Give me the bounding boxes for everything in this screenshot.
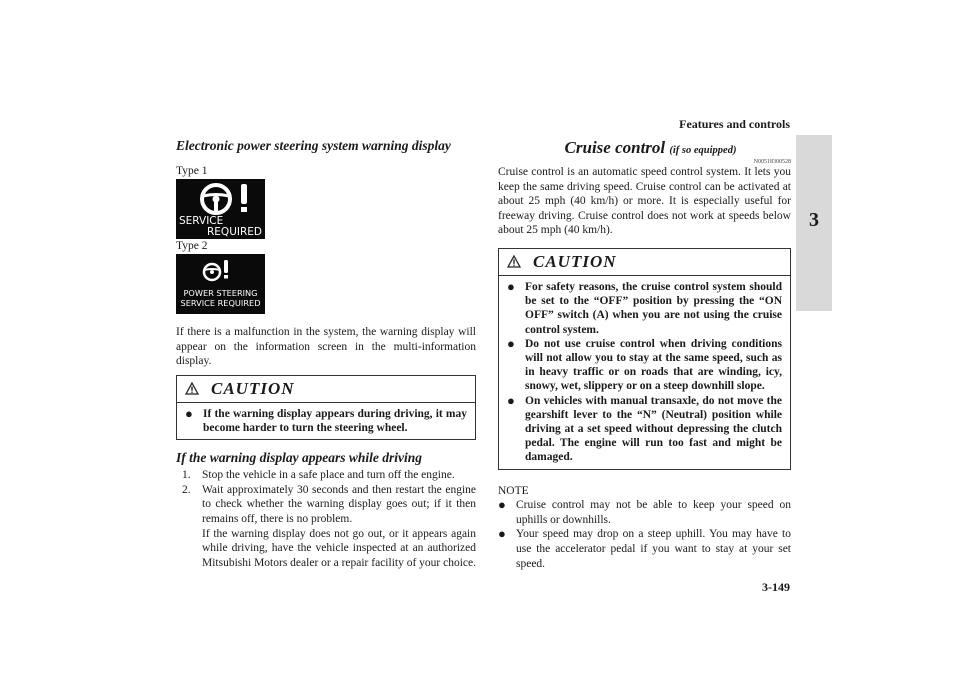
caution-body [499, 276, 790, 469]
step-item: 1. Stop the vehicle in a safe place and turn off the engine. [182, 469, 455, 482]
bullet-icon: ● [185, 405, 193, 421]
type1-text-service: SERVICE [179, 215, 224, 227]
left-column [176, 138, 476, 570]
caution-item: ● If the warning display appears during driving, it may become harder to turn the steering wheel. [185, 405, 467, 434]
malfunction-paragraph: If there is a malfunction in the system, the warning display will appear on the information screen in the multi-information display. [176, 326, 476, 368]
chapter-tab [796, 135, 832, 311]
cruise-intro-paragraph: Cruise control is an automatic speed control system. It lets you keep the same driving speed. Cruise control can be activated at about 25 mph (40 km/h) or more. It is especially useful for freeway driving. Cruise control does not work at speeds below about 25 mph (40 km/h). [498, 166, 791, 237]
caution-box [176, 375, 476, 440]
caution-body [177, 403, 475, 439]
type2-text-line2: SERVICE REQUIRED [180, 298, 261, 308]
caution-title: CAUTION [211, 378, 295, 398]
type2-label: Type 2 [176, 240, 208, 252]
type1-label: Type 1 [176, 165, 208, 177]
section-heading: Electronic power steering system warning display [176, 138, 451, 153]
caution-item: ● For safety reasons, the cruise control system should be set to the “OFF” position by pressing the “ON OFF” switch (A) when you are not using the cruise control system. [507, 278, 782, 336]
bullet-icon: ● [507, 278, 515, 294]
caution-box [498, 248, 791, 470]
bullet-icon: ● [498, 526, 506, 542]
caution-item: ● Do not use cruise control when driving conditions will not allow you to stay at the same speed, such as in heavy traffic or on roads that are winding, icy, snowy, wet, slippery or on a steep downhill slope. [507, 335, 782, 393]
caution-header [499, 249, 790, 276]
bullet-icon: ● [507, 335, 515, 351]
warning-triangle-icon [185, 382, 199, 395]
chapter-number: 3 [809, 209, 819, 231]
document-code: N00518300528 [753, 159, 791, 165]
type2-warning-screen [176, 254, 265, 314]
cruise-control-title: Cruise control (if so equipped) [564, 138, 737, 157]
type1-text-required: REQUIRED [207, 226, 262, 238]
caution-item: ● On vehicles with manual transaxle, do not move the gearshift lever to the “N” (Neutral) position while driving at a set speed without depressing the clutch pedal. The engine will run too fast and might be damaged. [507, 392, 782, 464]
caution-header [177, 376, 475, 403]
type1-warning-screen [176, 179, 265, 239]
subheading: If the warning display appears while driving [176, 450, 423, 466]
title-suffix: (if so equipped) [669, 145, 737, 156]
type2-text-line1: POWER STEERING [183, 288, 258, 298]
step2-extra: If the warning display does not go out, or it appears again while driving, have the vehicle inspected at an authorized Mitsubishi Motors dealer or a repair facility of your choice. [202, 527, 477, 569]
page-number: 3-149 [762, 580, 790, 594]
note-item: ● Your speed may drop on a steep uphill. You may have to use the accelerator pedal if you want to stay at your set speed. [498, 526, 791, 570]
note-label: NOTE [498, 484, 529, 497]
note-item: ● Cruise control may not be able to keep your speed on uphills or downhills. [498, 497, 791, 526]
bullet-icon: ● [507, 392, 515, 408]
right-column [498, 138, 791, 571]
warning-triangle-icon [507, 255, 521, 268]
step-item: 2. Wait approximately 30 seconds and then restart the engine to check whether the warning display goes out; if it then remains off, there is no problem. If the warning display does not go out, or it appears again while driving, have the vehicle inspected at an authorized Mitsubishi Motors dealer or a repair facility of your choice. [182, 483, 477, 569]
bullet-icon: ● [498, 497, 506, 513]
steps-list [176, 468, 476, 570]
caution-title: CAUTION [533, 251, 617, 271]
section-title: Features and controls [679, 117, 790, 131]
